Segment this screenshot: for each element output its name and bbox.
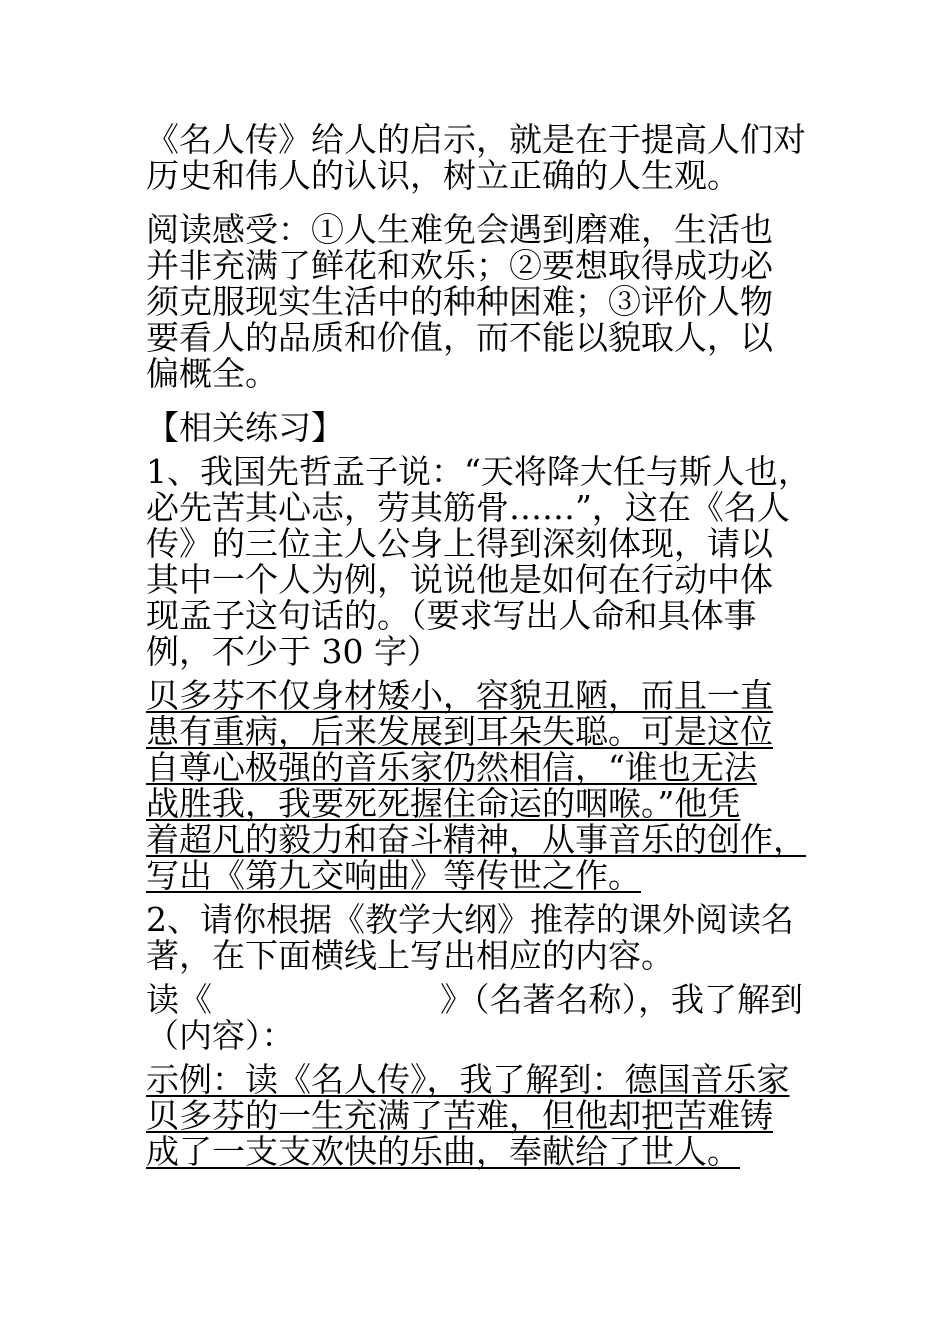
fill-in-line	[146, 982, 836, 1018]
answer-1-line: 写出《第九交响曲》等传世之作。	[146, 856, 641, 895]
intro-paragraph	[146, 122, 836, 194]
feeling-line: 须克服现实生活中的种种困难；③评价人物	[146, 282, 773, 321]
answer-1	[146, 678, 836, 894]
question-1-line: 传》的三位主人公身上得到深刻体现，请以	[146, 524, 773, 563]
fill-in-line-2: （内容）：	[146, 1016, 295, 1055]
intro-line: 历史和伟人的认识，树立正确的人生观。	[146, 156, 740, 195]
question-1-line: 例，不少于 30 字）	[146, 632, 440, 671]
answer-1-line: 自尊心极强的音乐家仍然相信，“谁也无法	[146, 748, 757, 787]
exercise-heading-text: 【相关练习】	[146, 408, 344, 447]
question-2-line: 著，在下面横线上写出相应的内容。	[146, 936, 674, 975]
answer-2-line: 成了一支支欢快的乐曲，奉献给了世人。	[146, 1132, 740, 1171]
answer-2-line: 示例：读《名人传》，我了解到：德国音乐家	[146, 1060, 790, 1099]
fill-prefix: 读《	[146, 980, 212, 1019]
question-1-line: 其中一个人为例，说说他是如何在行动中体	[146, 560, 773, 599]
feeling-line: 要看人的品质和价值，而不能以貌取人，以	[146, 318, 773, 357]
answer-1-line: 患有重病，后来发展到耳朵失聪。可是这位	[146, 712, 773, 751]
feeling-line: 偏概全。	[146, 354, 278, 393]
exercise-heading	[146, 410, 836, 446]
question-1-line: 现孟子这句话的。（要求写出人命和具体事	[146, 596, 757, 635]
feeling-line: 并非充满了鲜花和欢乐；②要想取得成功必	[146, 246, 773, 285]
answer-2	[146, 1062, 836, 1170]
answer-1-line: 战胜我，我要死死握住命运的咽喉。”他凭	[146, 784, 741, 823]
fill-suffix: 》（名著名称），我了解到	[440, 980, 803, 1019]
document-page	[146, 122, 836, 1170]
question-1-line: 1、我国先哲孟子说：“天将降大任与斯人也，	[146, 452, 811, 491]
question-1-line: 必先苦其心志，劳其筋骨……”，这在《名人	[146, 488, 790, 527]
answer-2-line: 贝多芬的一生充满了苦难，但他却把苦难铸	[146, 1096, 773, 1135]
feeling-line: 阅读感受：①人生难免会遇到磨难，生活也	[146, 210, 773, 249]
reading-feeling-paragraph	[146, 212, 836, 392]
answer-1-line: 着超凡的毅力和奋斗精神，从事音乐的创作，	[146, 820, 806, 859]
answer-1-line: 贝多芬不仅身材矮小，容貌丑陋，而且一直	[146, 676, 773, 715]
question-2	[146, 902, 836, 974]
fill-in-prompt	[146, 982, 836, 1054]
question-1	[146, 454, 836, 670]
intro-line: 《名人传》给人的启示，就是在于提高人们对	[146, 120, 806, 159]
question-2-line: 2、请你根据《教学大纲》推荐的课外阅读名	[146, 900, 794, 939]
